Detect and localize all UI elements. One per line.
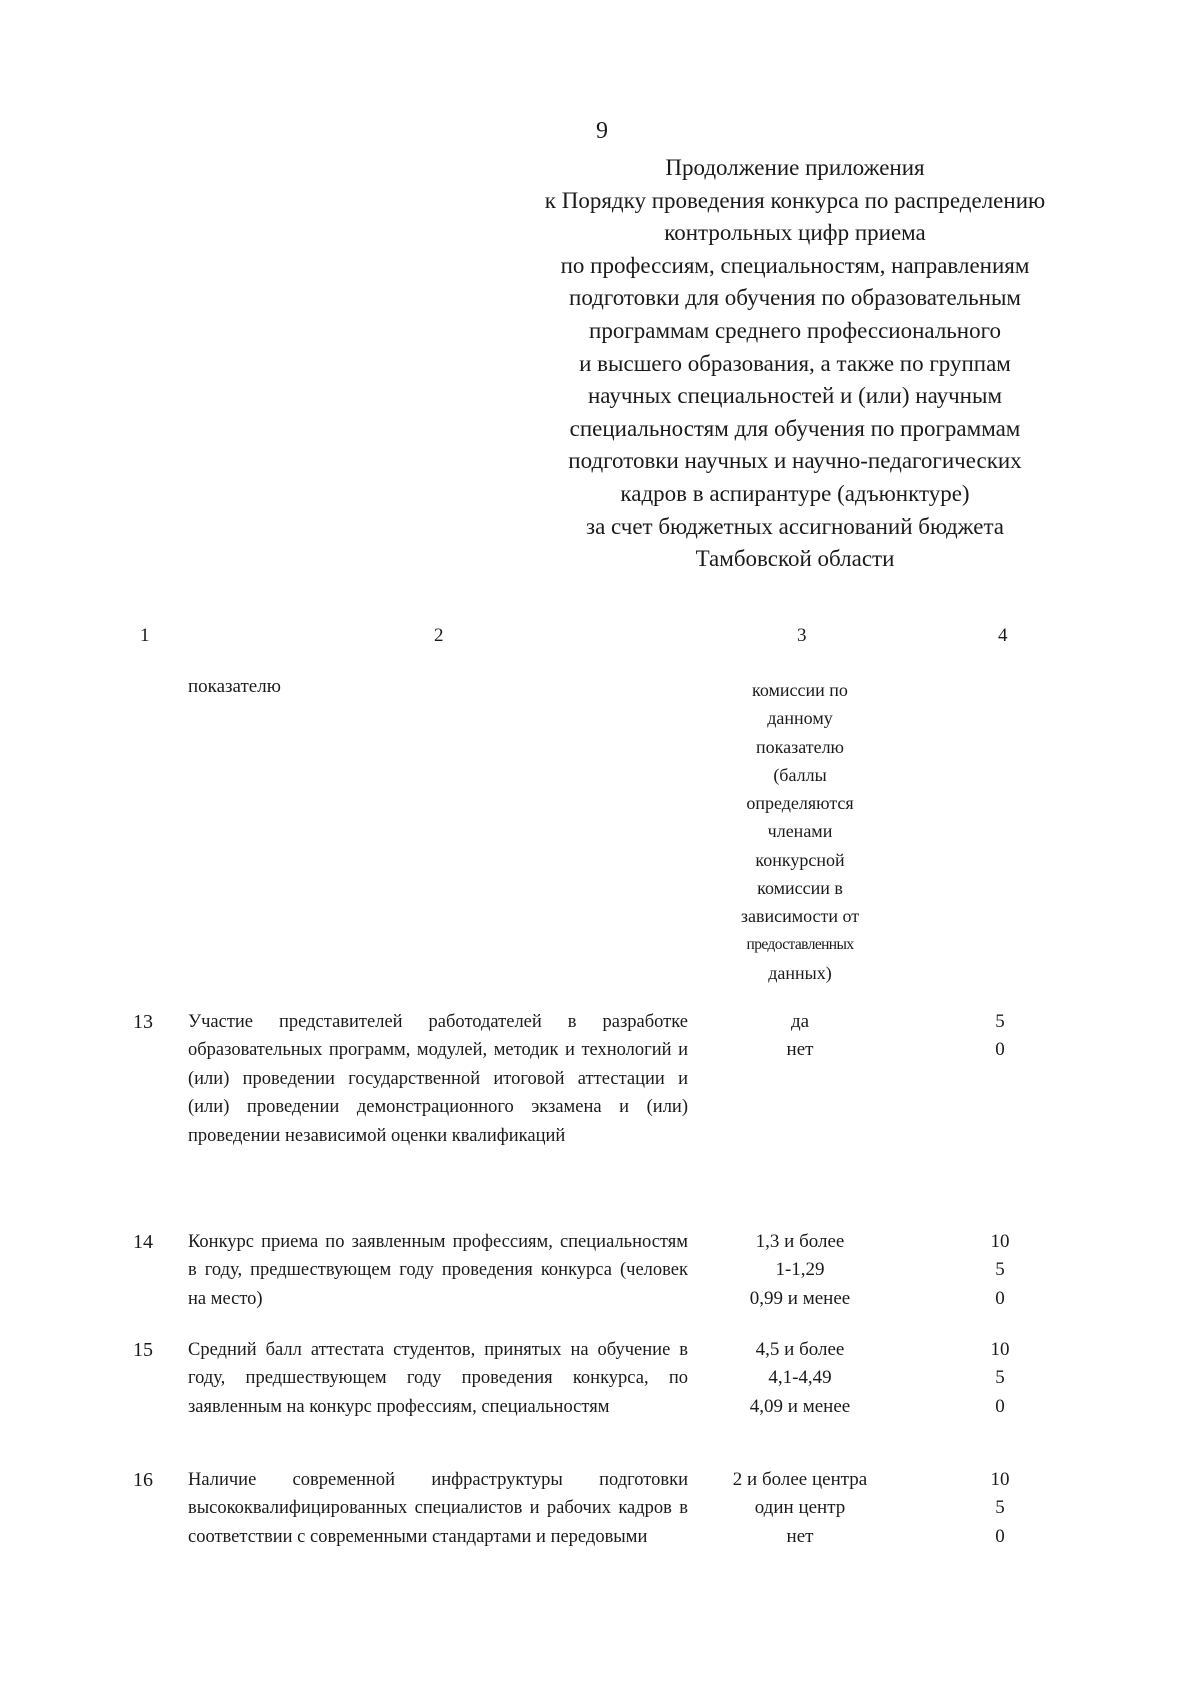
points-value: 5	[995, 1259, 1005, 1281]
continuation-line: показателю	[755, 736, 844, 757]
criterion: нет	[786, 1525, 814, 1547]
criterion: 1,3 и более	[755, 1231, 845, 1252]
row-number: 13	[133, 1011, 153, 1033]
header-line: Продолжение приложения	[665, 155, 925, 180]
row-criteria	[700, 1228, 900, 1313]
criterion: 1-1,29	[775, 1259, 825, 1281]
points-value: 5	[995, 1497, 1005, 1519]
row-criteria	[700, 1466, 900, 1551]
continuation-line: данному	[767, 708, 833, 729]
criterion: 4,09 и менее	[749, 1395, 851, 1417]
row-number: 15	[133, 1339, 153, 1361]
continuation-line: (баллы	[773, 764, 827, 785]
continuation-line: членами	[767, 821, 833, 842]
header-line: по профессиям, специальностям, направлениям	[560, 252, 1030, 278]
points-value: 0	[995, 1395, 1005, 1417]
criterion: да	[790, 1011, 810, 1032]
points-value: 0	[995, 1039, 1005, 1061]
continuation-line: конкурсной	[755, 849, 845, 870]
row-indicator: Наличие современной инфраструктуры подготовки высококвалифицированных специалистов и рабочих кадров в соответствии с современными стандартами и передовыми	[188, 1470, 688, 1547]
continuation-line: данных)	[768, 962, 832, 983]
row-number: 16	[133, 1469, 153, 1491]
header-line: Тамбовской области	[695, 546, 895, 572]
criterion: нет	[786, 1039, 814, 1061]
column-number-1: 1	[140, 625, 150, 646]
continuation-criteria-text	[710, 676, 890, 987]
points-value: 0	[995, 1287, 1005, 1309]
row-points	[960, 1008, 1040, 1065]
header-line: и высшего образования, а также по группам	[579, 350, 1011, 376]
continuation-line: комиссии в	[757, 878, 843, 899]
points-value: 0	[995, 1525, 1005, 1547]
continuation-line: комиссии по	[752, 680, 848, 700]
row-points	[960, 1466, 1040, 1551]
header-line: научных специальностей и (или) научным	[587, 383, 1002, 409]
header-line: специальностям для обучения по программам	[569, 415, 1021, 441]
column-number-4: 4	[998, 625, 1008, 646]
row-indicator: Средний балл аттестата студентов, принятых на обучение в году, предшествующем году проведения конкурса, по заявленным на конкурс профессиям, специальностям	[188, 1340, 688, 1417]
appendix-header	[455, 152, 1135, 576]
row-criteria	[700, 1008, 900, 1065]
row-criteria	[700, 1336, 900, 1421]
continuation-indicator-text: показателю	[188, 676, 281, 697]
criterion: 2 и более центра	[732, 1469, 868, 1490]
row-points	[960, 1228, 1040, 1313]
column-number-2: 2	[434, 625, 444, 646]
criterion: один центр	[754, 1497, 846, 1519]
points-value: 5	[995, 1011, 1005, 1032]
header-line: подготовки научных и научно-педагогических	[568, 448, 1022, 474]
header-line: программам среднего профессионального	[589, 317, 1001, 343]
criterion: 4,5 и более	[755, 1339, 845, 1360]
points-value: 10	[990, 1339, 1010, 1360]
header-line: кадров в аспирантуре (адъюнктуре)	[620, 480, 970, 506]
header-line: за счет бюджетных ассигнований бюджета	[585, 513, 1005, 539]
points-value: 10	[990, 1231, 1010, 1252]
row-number: 14	[133, 1231, 153, 1253]
row-indicator: Конкурс приема по заявленным профессиям, специальностям в году, предшествующем году проведения конкурса (человек на место)	[188, 1232, 688, 1309]
criterion: 0,99 и менее	[749, 1287, 851, 1309]
page-number: 9	[596, 118, 608, 144]
points-value: 5	[995, 1367, 1005, 1389]
header-line: подготовки для обучения по образовательным	[569, 285, 1021, 311]
header-line: к Порядку проведения конкурса по распределению	[544, 187, 1046, 213]
criterion: 4,1-4,49	[768, 1367, 832, 1389]
row-indicator: Участие представителей работодателей в разработке образовательных программ, модулей, методик и технологий и (или) проведении государственной итоговой аттестации и (или) проведении демонстрационного экзамена и (или) проведении независимой оценки квалификаций	[188, 1012, 688, 1146]
points-value: 10	[990, 1469, 1010, 1490]
continuation-line: определяются	[746, 793, 854, 814]
column-number-3: 3	[797, 625, 807, 646]
continuation-line: зависимости от	[740, 906, 860, 927]
continuation-line: предоставленных	[746, 935, 854, 953]
row-points	[960, 1336, 1040, 1421]
header-line: контрольных цифр приема	[664, 220, 926, 246]
